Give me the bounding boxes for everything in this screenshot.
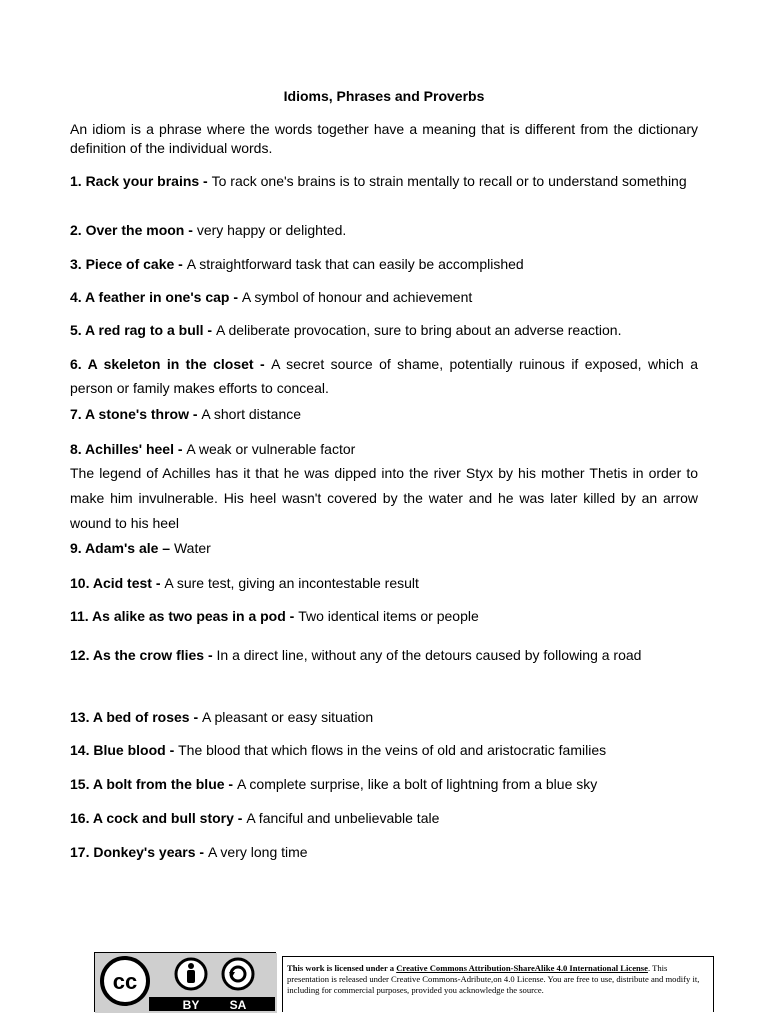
idiom-term: 15. A bolt from the blue -	[70, 776, 237, 792]
intro-paragraph: An idiom is a phrase where the words together have a meaning that is different from the dictionary definition of the individual words.	[70, 121, 698, 156]
idiom-definition: In a direct line, without any of the detours caused by following a road	[216, 647, 642, 663]
idiom-definition: A sure test, giving an incontestable result	[164, 575, 419, 591]
achilles-note: The legend of Achilles has it that he was dipped into the river Styx by his mother Thetis in order to make him invulnerable. His heel wasn't covered by the water and he was later killed by an arrow wound to his heel	[70, 465, 698, 531]
idiom-item	[70, 285, 698, 309]
idiom-definition: A straightforward task that can easily be accomplished	[186, 256, 524, 272]
idiom-item	[70, 772, 698, 796]
idiom-definition: A secret source of shame, potentially ruinous if exposed, which a person or family makes efforts to conceal.	[70, 356, 698, 396]
idiom-definition: A weak or vulnerable factor	[186, 441, 356, 457]
idiom-item	[70, 536, 698, 560]
cc-by-sa-badge[interactable]	[94, 952, 276, 1012]
idiom-definition: A pleasant or easy situation	[202, 709, 374, 725]
idiom-term: 5. A red rag to a bull -	[70, 322, 216, 338]
idiom-term: 11. As alike as two peas in a pod -	[70, 608, 299, 624]
idiom-item	[70, 806, 698, 830]
idiom-item	[70, 352, 698, 400]
idiom-definition: The blood that which flows in the veins of old and aristocratic families	[178, 742, 607, 758]
idiom-definition: A very long time	[207, 844, 308, 860]
license-lead: This work is licensed under a	[287, 963, 397, 973]
idiom-term: 9. Adam's ale –	[70, 540, 174, 556]
idiom-item	[70, 318, 698, 342]
license-link[interactable]: Creative Commons Attribution-ShareAlike 4.0 International License	[396, 963, 648, 973]
idiom-item	[70, 169, 698, 193]
license-text	[282, 956, 714, 1012]
idiom-item	[70, 218, 698, 242]
idiom-term: 2. Over the moon -	[70, 222, 197, 238]
idiom-item	[70, 252, 698, 276]
idiom-item	[70, 705, 698, 729]
cc-badge-graphic	[95, 953, 277, 1013]
idiom-definition: Water	[173, 540, 211, 556]
idiom-term: 10. Acid test -	[70, 575, 165, 591]
idiom-item	[70, 840, 698, 864]
idiom-definition: A deliberate provocation, sure to bring about an adverse reaction.	[215, 322, 622, 338]
idiom-definition: A symbol of honour and achievement	[241, 289, 473, 305]
idiom-definition: A fanciful and unbelievable tale	[246, 810, 440, 826]
idiom-definition: A short distance	[201, 406, 302, 422]
idiom-item	[70, 638, 698, 672]
idiom-definition: To rack one's brains is to strain mentally to recall or to understand something	[211, 173, 687, 189]
idiom-term: 6. A skeleton in the closet -	[70, 356, 272, 372]
license-rest: . This presentation is released under Creative Commons-Adribute,on 4.0 License. You are free to use, distribute and modify it, including for commercial purposes, provided you acknowledge the source.	[287, 963, 700, 995]
idiom-term: 16. A cock and bull story -	[70, 810, 247, 826]
idiom-term: 12. As the crow flies -	[70, 647, 217, 663]
license-footer	[94, 952, 714, 1012]
idiom-item	[70, 604, 698, 628]
idiom-definition: very happy or delighted.	[196, 222, 347, 238]
idiom-item	[70, 402, 698, 426]
page-title: Idioms, Phrases and Proverbs	[283, 88, 485, 104]
idiom-term: 7. A stone's throw -	[70, 406, 202, 422]
idiom-definition: A complete surprise, like a bolt of lightning from a blue sky	[236, 776, 598, 792]
idiom-term: 1. Rack your brains -	[70, 173, 212, 189]
idiom-item	[70, 738, 698, 762]
idiom-term: 13. A bed of roses -	[70, 709, 202, 725]
idiom-item	[70, 437, 698, 461]
idiom-term: 3. Piece of cake -	[70, 256, 187, 272]
sa-label: SA	[229, 998, 247, 1012]
idiom-term: 8. Achilles' heel -	[70, 441, 187, 457]
idiom-term: 17. Donkey's years -	[70, 844, 208, 860]
idiom-item	[70, 571, 698, 595]
idiom-term: 14. Blue blood -	[70, 742, 179, 758]
sa-icon	[223, 959, 253, 989]
idiom-definition: Two identical items or people	[298, 608, 479, 624]
idiom-term: 4. A feather in one's cap -	[70, 289, 242, 305]
cc-icon-label: cc	[112, 969, 138, 994]
by-label: BY	[182, 998, 200, 1012]
